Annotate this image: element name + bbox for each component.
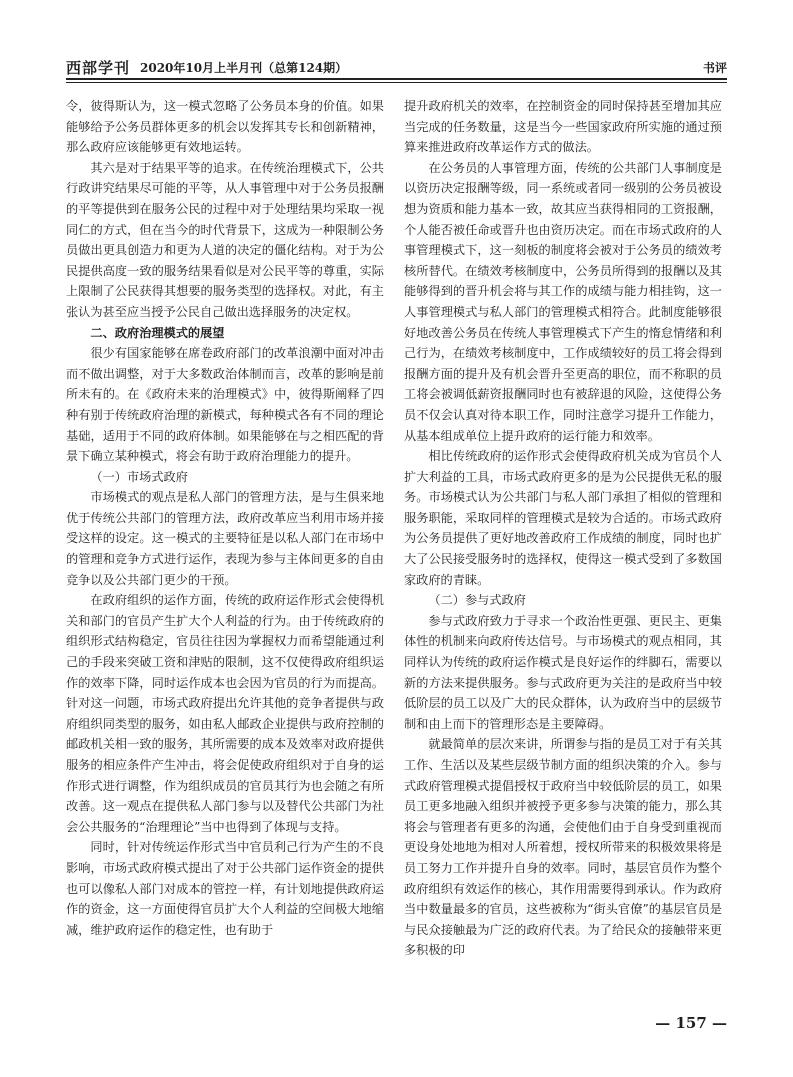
- body-paragraph: 市场模式的观点是私人部门的管理方法，是与生俱来地优于传统公共部门的管理方法，政府改革应当利用市场并接受这样的设定。这一模式的主要特征是以私人部门在市场中的管理和竞争方式进行运作，表现为参与主体间更多的自由竞争以及公共部门更少的干预。: [66, 490, 384, 587]
- body-paragraph: 提升政府机关的效率，在控制资金的同时保持甚至增加其应当完成的任务数量，这是当今一些国家政府所实施的通过预算来推进政府改革运作方式的做法。: [404, 99, 722, 155]
- body-paragraph: 同时，针对传统运作形式当中官员利己行为产生的不良影响，市场式政府模式提出了对于公共部门运作资金的提供也可以像私人部门对成本的管控一样，有计划地提供政府运作的资金，这一方面使得官员扩大个人利益的空间极大地缩减，维护政府运作的稳定性，也有助于: [66, 840, 384, 937]
- body-paragraph: 令，彼得斯认为，这一模式忽略了公务员本身的价值。如果能够给予公务员群体更多的机会以发挥其专长和创新精神，那么政府应该能够更有效地运转。: [66, 99, 384, 155]
- journal-logo: 西部学刊: [66, 59, 131, 77]
- left-column: [66, 96, 384, 940]
- section-heading: 二、政府治理模式的展望: [90, 325, 225, 340]
- issue-info: 2020年10月上半月刊（总第124期）: [140, 61, 348, 75]
- header-rule-thick: [66, 78, 727, 80]
- section-heading: （一）市场式政府: [90, 469, 188, 484]
- body-paragraph: 其六是对于结果平等的追求。在传统治理模式下，公共行政讲究结果尽可能的平等，从人事管理中对于公务员报酬的平等提供到在服务公民的过程中对于处理结果均采取一视同仁的方式，但在当今的时代背景下，这成为一种限制公务员做出更具创造力和更为人道的决定的僵化结构。对于为公民提供高度一致的服务结果看似是对公民平等的尊重，实际上限制了公民获得其想要的服务类型的选择权。对此，有主张认为甚至应当授予公民自己做出选择服务的决定权。: [66, 160, 384, 319]
- page-number: — 157 —: [655, 1014, 727, 1032]
- header-rule-thin: [66, 82, 727, 83]
- body-paragraph: 在政府组织的运作方面，传统的政府运作形式会使得机关和部门的官员产生扩大个人利益的行为。由于传统政府的组织形式结构稳定，官员往往因为掌握权力而希望能通过利己的手段来突破工资和津贴的限制，这不仅使得政府组织运作的效率下降，同时运作成本也会因为官员的行为而提高。针对这一问题，市场式政府提出允许其他的竞争者提供与政府组织同类型的服务，如由私人邮政企业提供与政府控制的邮政机关相一致的服务，其所需要的成本及效率对政府提供服务的相应条件产生冲击，将会促使政府组织对于自身的运作形式进行调整，作为组织成员的官员其行为也会随之有所改善。这一观点在提供私人部门参与以及替代公共部门为社会公共服务的“治理理论”当中也得到了体现与支持。: [66, 593, 384, 834]
- body-paragraph: 参与式政府致力于寻求一个政治性更强、更民主、更集体性的机制来向政府传达信号。与市场模式的观点相同，其同样认为传统的政府运作模式是良好运作的绊脚石，需要以新的方法来提供服务。参与式政府更为关注的是政府当中较低阶层的员工以及广大的民众群体，认为政府当中的层级节制和由上而下的管理形态是主要障碍。: [404, 613, 722, 731]
- body-paragraph: 在公务员的人事管理方面，传统的公共部门人事制度是以资历决定报酬等级，同一系统或者同一级别的公务员被设想为资质和能力基本一致，故其应当获得相同的工资报酬，个人能否被任命或晋升也由资历决定。而在市场式政府的人事管理模式下，这一刻板的制度将会被对于公务员的绩效考核所替代。在绩效考核制度中，公务员所得到的报酬以及其能够得到的晋升机会将与其工作的成绩与能力相挂钩，这一人事管理模式与私人部门的管理模式相符合。此制度能够很好地改善公务员在传统人事管理模式下产生的惰怠情绪和利己行为，在绩效考核制度中，工作成绩较好的员工将会得到报酬方面的提升及有机会晋升至更高的职位，而不称职的员工将会被调低薪资报酬同时也有被辞退的风险，这使得公务员不仅会认真对待本职工作，同时注意学习提升工作能力，从基本组成单位上提升政府的运行能力和效率。: [404, 160, 722, 443]
- body-paragraph: 就最简单的层次来讲，所谓参与指的是员工对于有关其工作、生活以及某些层级节制方面的组织决策的介入。参与式政府管理模式提倡授权于政府当中较低阶层的员工，如果员工更多地融入组织并被授予更多参与决策的能力，那么其将会与管理者有更多的沟通，会使他们由于自身受到重视而更设身处地地为相对人所着想，授权所带来的积极效果将是员工努力工作并提升自身的效率。同时，基层官员作为整个政府组织有效运作的核心，其作用需要得到承认。作为政府当中数量最多的官员，这些被称为“街头官僚”的基层官员是与民众接触最为广泛的政府代表。为了给民众的接触带来更多积极的印: [404, 737, 722, 958]
- running-header: [66, 56, 727, 78]
- section-heading: （二）参与式政府: [428, 593, 526, 608]
- body-paragraph: 相比传统政府的运作形式会使得政府机关成为官员个人扩大利益的工具，市场式政府更多的是为公民提供无私的服务。市场模式认为公共部门与私人部门承担了相似的管理和服务职能，采取同样的管理模式是较为合适的。市场式政府为公务员提供了更好地改善政府工作成绩的制度，同时也扩大了公民接受服务时的选择权，使得这一模式受到了多数国家政府的青睐。: [404, 449, 722, 587]
- section-label: 书评: [702, 61, 727, 75]
- body-paragraph: 很少有国家能够在席卷政府部门的改革浪潮中面对冲击而不做出调整，对于大多数政治体制而言，改革的影响是前所未有的。在《政府未来的治理模式》中，彼得斯阐释了四种有别于传统政府治理的新模式，每种模式各有不同的理论基础，适用于不同的政府体制。如果能够在与之相匹配的背景下确立某种模式，将会有助于政府治理能力的提升。: [66, 346, 384, 464]
- right-column: [404, 96, 722, 961]
